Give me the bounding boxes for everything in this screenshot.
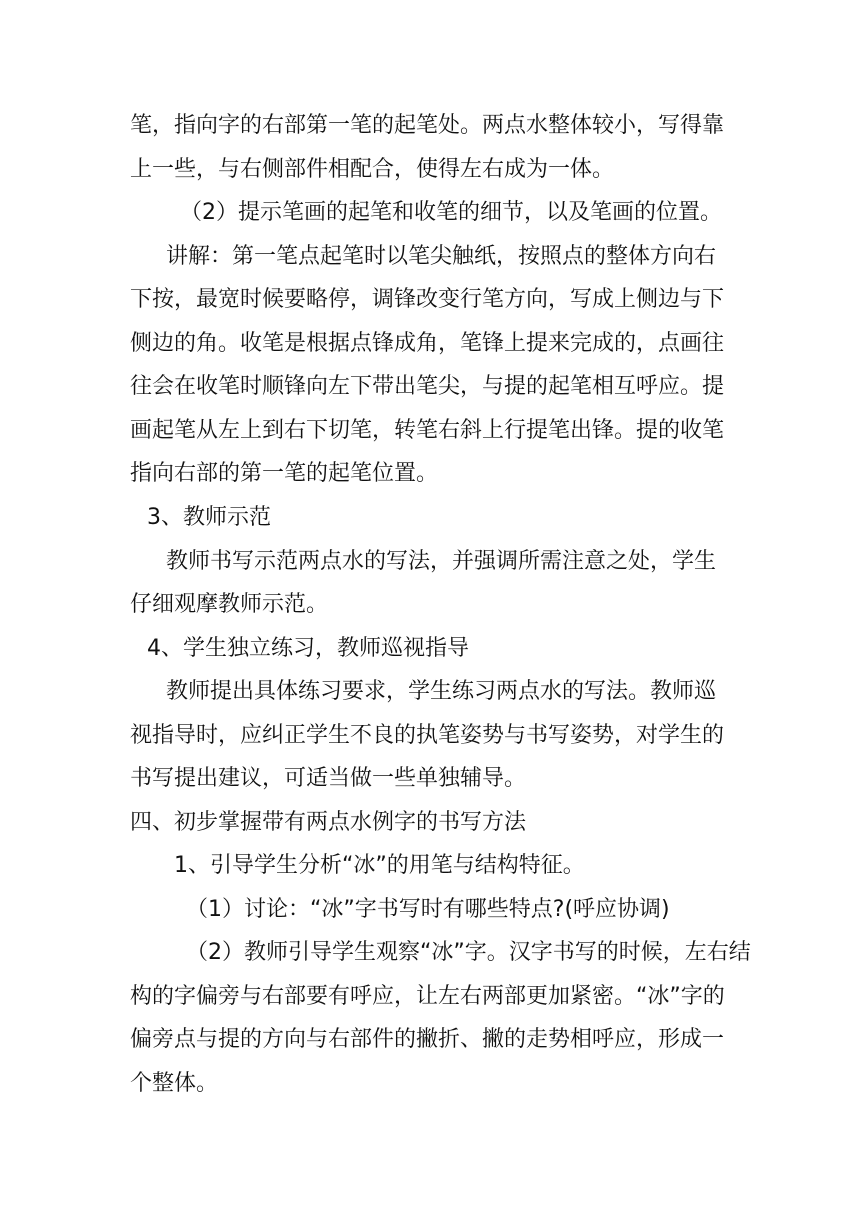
section-heading: 3、教师示范 [147, 505, 271, 530]
paragraph-line: 个整体。 [130, 1071, 219, 1096]
paragraph-line: 上一些，与右侧部件相配合，使得左右成为一体。 [130, 157, 615, 182]
paragraph-line: 下按，最宽时候要略停，调锋改变行笔方向，写成上侧边与下 [130, 287, 725, 312]
paragraph-line: 教师提出具体练习要求，学生练习两点水的写法。教师巡 [166, 679, 717, 704]
paragraph-line: 书写提出建议，可适当做一些单独辅导。 [130, 766, 527, 791]
section-heading: 4、学生独立练习，教师巡视指导 [147, 636, 469, 661]
paragraph-line: 仔细观摩教师示范。 [130, 592, 329, 617]
paragraph-line: 指向右部的第一笔的起笔位置。 [130, 461, 439, 486]
paragraph-line: 画起笔从左上到右下切笔，转笔右斜上行提笔出锋。提的收笔 [130, 418, 725, 443]
paragraph-line: 视指导时，应纠正学生不良的执笔姿势与书写姿势，对学生的 [130, 723, 725, 748]
paragraph-line: （2）教师引导学生观察“冰”字。汉字书写的时候，左右结 [186, 940, 751, 965]
subheading-line: （2）提示笔画的起笔和收笔的细节，以及笔画的位置。 [180, 200, 722, 225]
section-heading: 四、初步掌握带有两点水例字的书写方法 [130, 810, 527, 835]
paragraph-line: 教师书写示范两点水的写法，并强调所需注意之处，学生 [166, 549, 717, 574]
paragraph-line: 偏旁点与提的方向与右部件的撇折、撇的走势相呼应，形成一 [130, 1027, 725, 1052]
paragraph-line: 讲解：第一笔点起笔时以笔尖触纸，按照点的整体方向右 [166, 244, 717, 269]
subheading-line: 1、引导学生分析“冰”的用笔与结构特征。 [174, 853, 585, 878]
paragraph-line: 往会在收笔时顺锋向左下带出笔尖，与提的起笔相互呼应。提 [130, 374, 725, 399]
paragraph-line: 侧边的角。收笔是根据点锋成角，笔锋上提来完成的，点画往 [130, 331, 725, 356]
paragraph-line: 笔，指向字的右部第一笔的起笔处。两点水整体较小，写得靠 [130, 113, 725, 138]
subheading-line: （1）讨论：“冰”字书写时有哪些特点?(呼应协调) [186, 897, 670, 922]
paragraph-line: 构的字偏旁与右部要有呼应，让左右两部更加紧密。“冰”字的 [130, 984, 725, 1009]
